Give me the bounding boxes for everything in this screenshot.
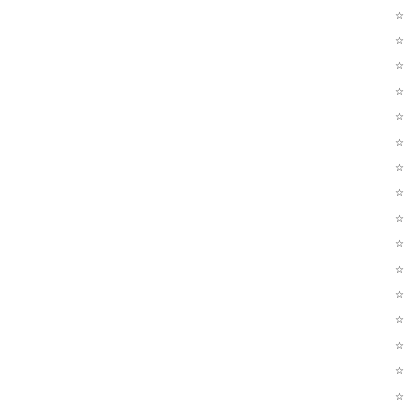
fact-line [6, 334, 404, 359]
fact-line [6, 309, 404, 334]
fact-line [6, 106, 404, 131]
star-bullet-icon: ☆ [395, 391, 404, 403]
star-bullet-icon: ☆ [395, 239, 404, 251]
star-bullet-icon: ☆ [395, 315, 404, 327]
fact-line [6, 283, 404, 308]
fact-line [6, 258, 404, 283]
star-bullet-icon: ☆ [395, 289, 404, 301]
fact-line [6, 233, 404, 258]
star-bullet-icon: ☆ [395, 366, 404, 378]
fact-line [6, 359, 404, 384]
fact-line [6, 131, 404, 156]
fact-line [6, 156, 404, 181]
fact-line [6, 80, 404, 105]
fact-line [6, 4, 404, 29]
star-bullet-icon: ☆ [395, 61, 404, 73]
star-bullet-icon: ☆ [395, 213, 404, 225]
star-bullet-icon: ☆ [395, 10, 404, 22]
star-bullet-icon: ☆ [395, 163, 404, 175]
fact-line [6, 207, 404, 232]
star-bullet-icon: ☆ [395, 137, 404, 149]
fact-line [6, 385, 404, 410]
fact-line [6, 55, 404, 80]
fact-list [6, 4, 404, 410]
fact-line [6, 29, 404, 54]
star-bullet-icon: ☆ [395, 86, 404, 98]
star-bullet-icon: ☆ [395, 188, 404, 200]
star-bullet-icon: ☆ [395, 36, 404, 48]
star-bullet-icon: ☆ [395, 264, 404, 276]
star-bullet-icon: ☆ [395, 112, 404, 124]
fact-line [6, 182, 404, 207]
star-bullet-icon: ☆ [395, 340, 404, 352]
